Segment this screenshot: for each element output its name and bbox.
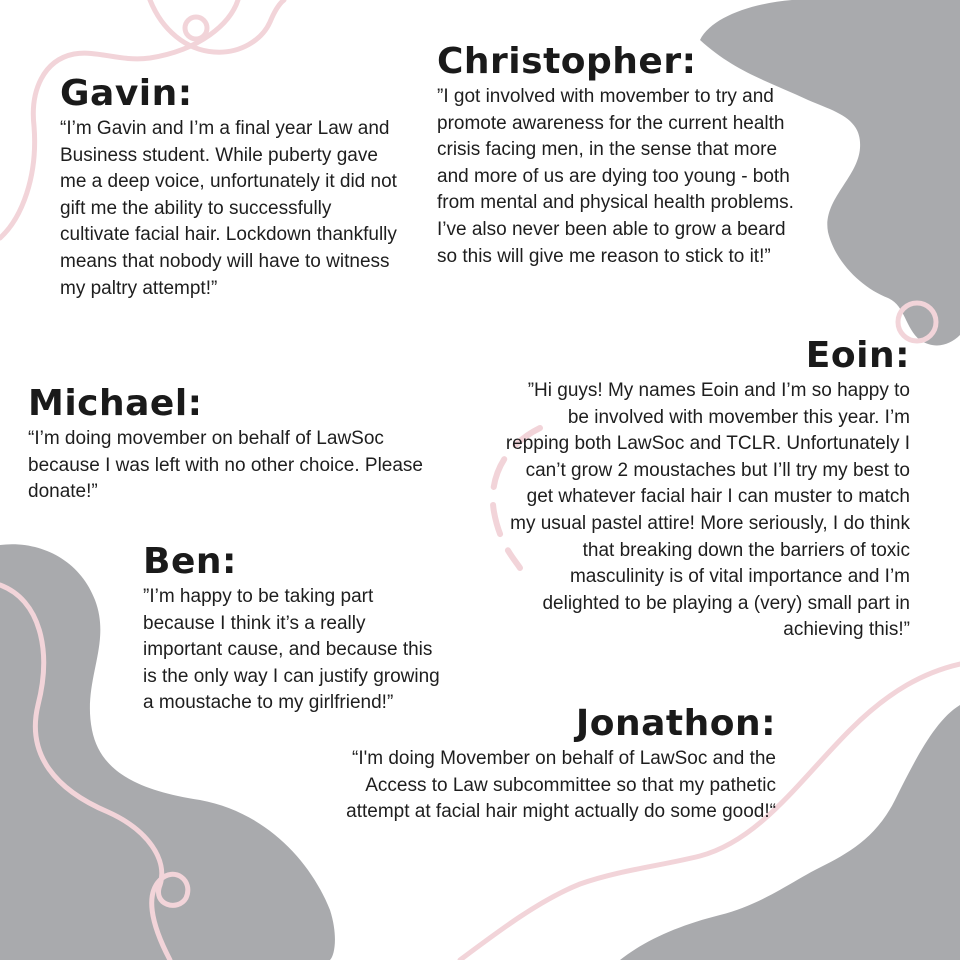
quote-text-eoin: ”Hi guys! My names Eoin and I’m so happy to be involved with movember this year. I’m repping both LawSoc and TCLR. Unfortunately I can’t grow 2 moustaches but I’ll try my best to get whatever facial hair I can muster to match my usual pastel attire! More seriously, I do think that breaking down the barriers of toxic masculinity is of vital importance and I’m delighted to be playing a (very) small part in achieving this!” — [505, 380, 910, 641]
quote-text-gavin: “I’m Gavin and I’m a final year Law and Business student. While puberty gave me a deep voice, unfortunately it did not gift me the ability to successfully cultivate facial hair. Lockdown thankfully means that nobody will have to witness my paltry attempt!” — [60, 118, 397, 299]
quote-text-christopher: ”I got involved with movember to try and promote awareness for the current health crisis facing men, in the sense that more and more of us are dying too young - both from mental and physical health problems. I’ve also never been able to grow a beard so this will give me reason to stick to it!” — [437, 86, 794, 267]
quote-christopher — [437, 41, 807, 270]
quote-name-christopher: Christopher: — [437, 41, 697, 82]
quote-name-eoin: Eoin: — [805, 335, 910, 376]
quote-ben — [143, 541, 443, 717]
quote-name-gavin: Gavin: — [60, 73, 193, 114]
quote-michael — [28, 383, 448, 506]
quote-eoin — [505, 335, 910, 644]
quote-name-ben: Ben: — [143, 541, 237, 582]
quote-text-jonathon: “I'm doing Movember on behalf of LawSoc and the Access to Law subcommittee so that my pathetic attempt at facial hair might actually do some good!“ — [346, 748, 776, 823]
pink-ring-top — [185, 17, 207, 39]
quote-text-michael: “I’m doing movember on behalf of LawSoc because I was left with no other choice. Please donate!” — [28, 428, 424, 503]
quote-name-michael: Michael: — [28, 383, 203, 424]
quote-text-ben: ”I’m happy to be taking part because I think it’s a really important cause, and because this is the only way I can justify growing a moustache to my girlfriend!” — [143, 586, 440, 714]
quote-name-jonathon: Jonathon: — [575, 703, 776, 744]
quote-jonathon — [300, 703, 776, 826]
quote-gavin — [60, 73, 400, 302]
